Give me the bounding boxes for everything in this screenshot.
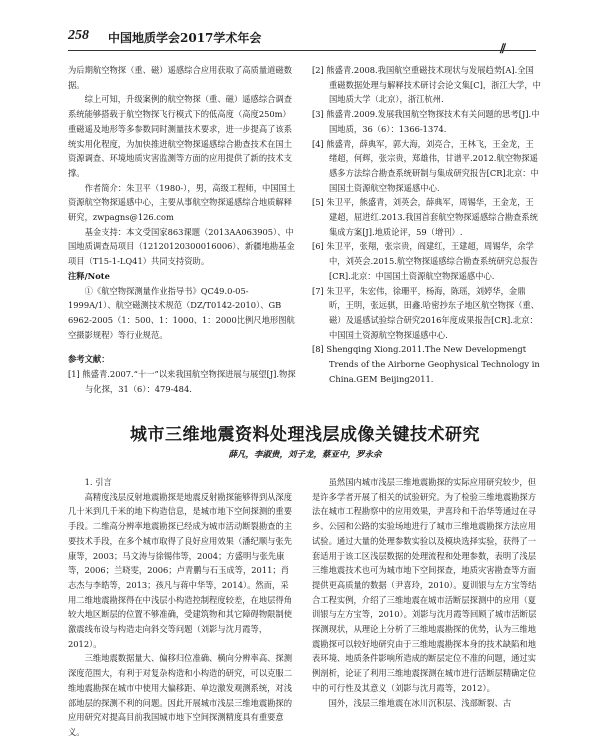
references-heading: 参考文献：: [68, 354, 110, 365]
body-left-column: [68, 475, 296, 740]
section-heading: 1. 引言: [84, 477, 112, 487]
paragraph: 为后期航空物探（重、磁）遥感综合应用获取了高质量道磁数据。: [68, 65, 293, 90]
reference-item: [1] 熊盛青.2007.“十一”以来我国航空物探进展与展望[J].物探与化探，31（6）：479-484.: [68, 369, 296, 394]
funding-note: 基金支持：本文受国家863课题（2013AA063905）、中国地质调查局项目（12120120300016006）、新疆地勘基金项目（T15-1-LQ41）共同支持资助。: [68, 226, 295, 267]
journal-title: 中国地质学会2017学术年会: [108, 31, 262, 45]
body-right-column: [312, 475, 542, 710]
author-bio: 作者简介：朱卫平（1980-），男，高级工程师，中国国土资源航空物探遥感中心，主要从事航空物探遥感综合地质解释研究，zwpagns@126.com: [68, 182, 296, 223]
paragraph: 综上可知，升级案例的航空物探（重、磁）遥感综合调查系统能够搭载于航空物探飞行模式下的低高度（高度250m）重磁遥及地形等多参数同时测量技术要求，进一步提高了该系统实用化程度，为加快推进航空物探遥感综合勘查技术在国土资源调查、环境地质灾害监测等方面的应用提供了新的技术支撑。: [68, 94, 293, 178]
paragraph: 高精度浅层反射地震勘探是地震反射勘探能够得到从深度几十米到几千米的地下构造信息，是城市地下空间探测的重要手段。二维高分辨率地震勘探已经成为城市活动断裂勘查的主要技术手段，在多个城市取得了良好应用效果（潘纪顺与张先康等，2003；马文涛与徐锡伟等，2004；方盛明与张先康等，2006；兰晓雯，2006；卢青鹏与石玉成等，2011；肖志杰与李皓等，2013；孩凡与蒋中华等，2014）。然而，采用二维地震勘探得在中浅层小构造控制程度较差，在地层得角较大地区断层的位置不够准确，受建筑物和其它障碍物限制使激震线布设与构造走向斜交等问题（刘影与沈月霞等，2012）。: [68, 491, 293, 649]
paragraph: 虽然国内城市浅层三维地震勘探的实际应用研究较少，但是许多学者开展了相关的试验研究。为了检验三维地震勘探方法在城市工程勘察中的应用效果，尹喜玲和千治华等通过在寻乡、公园和公路的实验场地进行了城市三维地震勘探方法应用试验。通过大量的处理参数实验以及模块选择实验，获得了一套适用于该工区浅层数据的处理流程和处理参数，表明了浅层三维地震技术也可为城市地下空间探查，地质灾害勘查等方面提供更高质量的数据（尹喜玲，2010）。夏训银与左方宝等结合工程实例，介绍了三维地震在城市活断层探测中的应用（夏训银与左方宝等，2010）。刘影与沈月霞等回顾了城市活断层探测现状，从理论上分析了三维地震勘探的优势，认为三维地震勘探可以较好地研究由于三维地震勘探本身的技术缺陷和地表环境、地质条件影响所造成的断层定位不准的问题，通过实例剖析，论证了利用三维地震探测在城市进行活断层精确定位中的可行性及其意义（刘影与沈月霞等，2012）。: [312, 477, 537, 693]
reference-item: [6] 朱卫平，张翔，张宗贵，阎建红，王建超，周锡华，余学中，刘英会.2015.航空物探遥感综合勘查系统研究总报告[CR].北京：中国国土资源航空物探遥感中心.: [312, 241, 538, 281]
reference-item: [4] 熊盛青，薛典军，郭大海，刘亮合，王林飞，王金龙，王绪超，何辉，张宗贵，郑雄伟，甘谱平.2012.航空物探遥感多方法综合勘查系统研制与集成研究报告[CR]北京：中国国土资源航空物探遥感中心.: [312, 138, 539, 193]
top-right-column: [312, 63, 542, 386]
top-left-column: [68, 63, 296, 396]
reference-item: [5] 朱卫平，熊盛青，刘英会，薛典军，周锡华，王金龙，王建超，屈进红.2013.我国首套航空物探遥感综合勘查系统集成方案[J].地质论评，59（增刊）.: [312, 197, 538, 237]
notes-heading: 注释/Note: [68, 270, 110, 281]
article-authors: 薛凡，李淑贵，刘子龙，蔡亚中，罗永余: [228, 450, 382, 460]
reference-item: [8] Shengqing Xiong.2011.The New Developmengt Trends of the Airborne Geophysical Technology in China.GEM Beijing2011.: [312, 344, 540, 384]
header-mark-icon: ⫽: [500, 42, 506, 57]
page-number: 258: [68, 28, 89, 43]
paragraph: 国外，浅层三维地震在冰川沉积层、浅部断裂、古: [328, 697, 512, 708]
reference-item: [3] 熊盛青.2009.发展我国航空物探技术有关问题的思考[J].中国地质，36（6）：1366-1374.: [312, 109, 540, 134]
article-title: 城市三维地震资料处理浅层成像关键技术研究: [130, 425, 480, 445]
header-rule: [68, 50, 536, 51]
paragraph: 三维地震数据量大、偏移归位准确、横向分辨率高、探测深度范围大，有利于对复杂构造和小构造的研究，可以克服二维地震勘探在城市中使用大偏移距、单边激发观测系统，对浅部地层的探测不利的问题。因此开展城市浅层三维地震勘探的应用研究对提高目前我国城市地下空间探测精度具有重要意义。: [68, 653, 293, 737]
reference-item: [7] 朱卫平，朱宏伟，徐珊平，杨海，陈瑶，刘婷华，金鼎昕，王明，张远骐，田鑫.哈密抄东子地区航空物探（重、磁）及遥感试验综合研究2016年度成果报告[CR].北京：中国国土资源航空物探遥感中心.: [312, 285, 540, 340]
note-item: ①《航空物探测量作业指导书》QC49.0-05-1999A/1）、航空磁测技术规范（DZ/T0142-2010）、GB 6962-2005（1：500、1：1000、1：2000比例尺地形图航空摄影规程）等行业规范。: [68, 285, 295, 340]
running-header: [68, 24, 536, 57]
reference-item: [2] 熊盛青.2008.我国航空重磁技术现状与发展趋势[A].全国重磁数据处理与解释技术研讨会论文集[C]，浙江大学，中国地质大学（北京），浙江杭州.: [312, 65, 541, 105]
